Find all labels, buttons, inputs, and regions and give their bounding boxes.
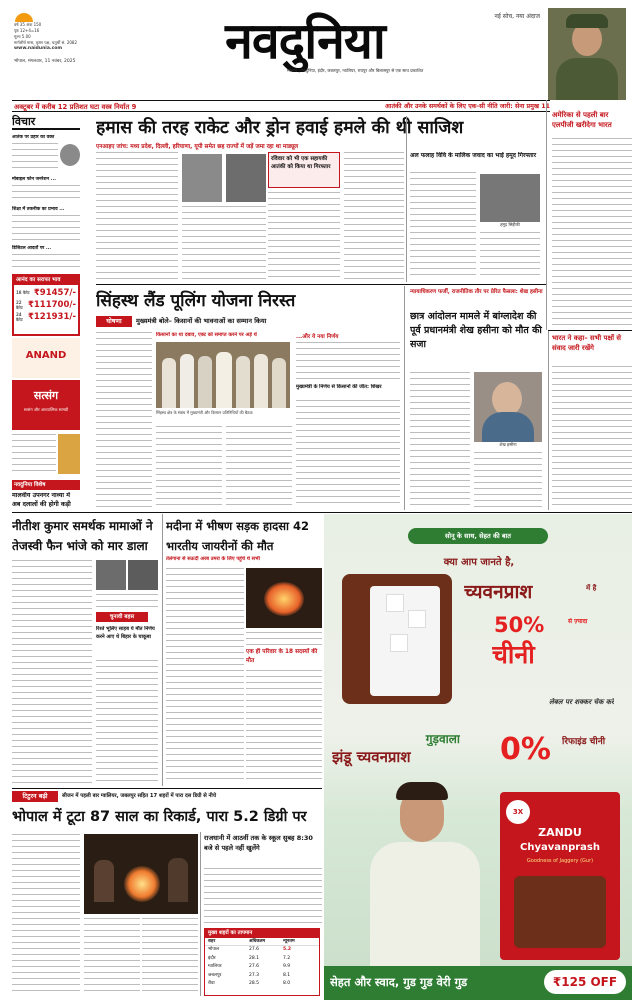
schools-headline[interactable]: राजधानी में आठवीं तक के स्कूल सुबह 8:30 बजे से पहले नहीं खुलेंगे	[204, 834, 313, 852]
temperature-table-title: मुख्य शहरों का तापमान	[205, 929, 319, 938]
tituran-badge: टिटुरन बढ़ी	[12, 791, 58, 802]
issue-date: भोपाल, मंगलवार, 11 नवंबर, 2025	[14, 59, 76, 64]
ticker-left[interactable]: अक्टूबर में करीब 12 प्रतिशत घटा वस्त्र निर्यात 9	[14, 103, 137, 111]
product-name: Chyavanprash	[519, 842, 601, 853]
section-rule	[12, 512, 632, 513]
rate-row-18k: 18 कैरेट ₹91457/-	[16, 288, 76, 298]
ad-footer	[324, 966, 632, 1000]
singhasth-headline[interactable]: सिंहस्थ लैंड पूलिंग योजना निरस्त	[96, 291, 296, 311]
column-rule	[404, 286, 405, 510]
ticker-right[interactable]: आतंकी और उनके समर्थकों के लिए एक-सी नीति जारी: सेना प्रमुख 11	[385, 103, 550, 110]
columnist-photo	[60, 144, 80, 166]
left-column	[12, 114, 80, 554]
section-rule	[96, 284, 546, 285]
table-row: रीवा 28.5 8.0	[208, 981, 291, 987]
army-chief-photo	[548, 8, 626, 100]
ad-se-zyada: से ज़्यादा	[568, 618, 588, 625]
lpg-headline[interactable]: अमेरिका से पहली बार एलपीजी खरीदेगा भारत	[552, 111, 612, 129]
gold-rate-box	[12, 274, 80, 336]
cm-farmers-photo	[156, 342, 290, 408]
section-rule	[548, 330, 632, 331]
table-row: जबलपुर 27.3 8.1	[208, 972, 291, 978]
tagline: नई सोच, नया अंदाज	[494, 13, 540, 20]
ad-gudwala: गुड़वाला	[425, 732, 460, 746]
bonfire-photo	[84, 834, 198, 914]
singhasth-sub1: किसानों का था दबाव, एक्ट को समाप्त करने पर अड़े थे	[156, 332, 257, 338]
accused-photo-1	[182, 154, 222, 202]
ticker-bar	[12, 100, 550, 112]
col2-headline[interactable]: अल फलाह विवि के मालिक जवाद का भाई हमूद गिरफ्तार	[410, 152, 537, 159]
zandu-brand: ZANDU	[538, 826, 582, 839]
vichar-heading: विचार	[12, 114, 80, 130]
singhasth-sub3: मुख्यमंत्री के निर्णय से किसानों की जीत: शिखर	[296, 384, 382, 390]
table-row: ग्वालियर 27.6 9.9	[208, 964, 291, 970]
chunavi-bahas-badge: चुनावी बहस	[96, 612, 148, 622]
ghoshna-badge: घोषणा	[96, 316, 132, 327]
sheikh-hasina-photo	[474, 372, 542, 442]
satsang-ad[interactable]: सत्संग सत्संग और आध्यात्मिक सामग्री	[12, 380, 80, 430]
hamood-caption: हमूद सिद्दीकी	[500, 222, 520, 227]
lead-text	[96, 152, 178, 280]
vichar-item[interactable]: आतंक पर प्रहार का वक्त	[12, 135, 55, 140]
temperature-table-header: शहर अधिकतम न्यूनतम	[205, 938, 319, 946]
ad-mein-word: में है	[586, 584, 597, 592]
zandu-chyavanprash-ad[interactable]	[324, 514, 632, 1000]
column-rule	[200, 832, 201, 996]
accused-photo-4	[128, 560, 158, 590]
rate-row-22k: 22 कैरेट ₹111700/-	[16, 299, 76, 310]
sugar-jar-image	[342, 574, 452, 704]
temperature-table	[204, 928, 320, 996]
bus-fire-photo	[246, 568, 322, 628]
newspaper-title: नवदुनिया	[225, 12, 385, 70]
product-sub: Goodness of Jaggery (Gur)	[526, 858, 594, 864]
family-deaths-box: एक ही परिवार के 18 सदस्यों की मौत	[246, 649, 318, 664]
madina-headline[interactable]: मदीना में भीषण सड़क हादसा 42 भारतीय जायरीनों की मौत	[166, 519, 309, 553]
brand-ambassador-image	[364, 782, 484, 966]
website-link[interactable]: www.naidunia.com	[14, 46, 63, 51]
bhopal-kicker: सीजन में पहली बार ग्वालियर, जबलपुर सहित 17 शहरों में पारा दस डिग्री से नीचे	[62, 793, 217, 799]
column-rule	[548, 330, 549, 510]
gold-rate-title: आनंद का सराफा भाव	[14, 276, 78, 285]
ad-jhandu-chyavanprash: झंडू च्यवनप्राश	[332, 748, 411, 766]
accused-photo-2	[226, 154, 266, 202]
ad-fifty-percent: 50%	[494, 613, 545, 637]
bangla-headline[interactable]: छात्र आंदोलन मामले में बांग्लादेश की पूर्व प्रधानमंत्री शेख हसीना को मौत की सजा	[410, 311, 542, 350]
ad-refined-cheeni: रिफाइंड चीनी	[562, 737, 606, 747]
ad-offer-badge[interactable]: ₹125 OFF	[544, 970, 626, 994]
vichar-item[interactable]: डिजिटल आदतों पर ...	[12, 246, 52, 251]
editions-line: भोपाल | नवदुनिया, इंदौर, जबलपुर, ग्वालियर, रायपुर और बिलासपुर से एक साथ प्रकाशित	[286, 68, 424, 73]
column-rule	[162, 514, 163, 786]
zandu-product-pack: 3X ZANDU Chyavanprash Goodness of Jaggery (Gur)	[500, 792, 620, 960]
table-row: भोपाल 27.6 5.2	[208, 947, 291, 952]
hasina-caption: शेख हसीना	[499, 442, 517, 447]
ad-chyavanprash-word: च्यवनप्राश	[464, 581, 533, 603]
ad-question: क्या आप जानते है,	[443, 557, 515, 568]
singhasth-sub2: ...और ये नया निर्णय	[296, 334, 339, 340]
nitish-sub: रिश्ते भूलिए साहब ये मौत निर्णय करने आए थे बिहार के चाकूबा	[96, 626, 155, 640]
masthead-meta: वर्ष 35 अंक 150 पृष्ठ 12+4=16 मूल्य 5.00 मार्गशीर्ष मास, कृष्ण पक्ष, चतुर्थी सं. 2082 www.naidunia.com	[14, 22, 124, 74]
column-rule	[406, 116, 407, 282]
bangla-kicker: न्यायाधिकरण फर्जी, राजनीतिक तौर पर प्रेरित फैसला: शेख हसीना	[410, 289, 543, 295]
madina-deck: तेलंगाना से सऊदी अरब उमरा के लिए पहुंचे थे सभी	[166, 556, 260, 562]
column-rule	[546, 100, 547, 330]
rate-row-24k: 24 कैरेट ₹121931/-	[16, 311, 76, 322]
vishesh-label: नवदुनिया विशेष	[12, 480, 80, 490]
hamood-photo	[480, 174, 540, 222]
ad-footer-slogan: सेहत और स्वाद, गुड गुड वेरी गुड	[330, 975, 468, 989]
bhopal-headline[interactable]: भोपाल में टूटा 87 साल का रिकार्ड, पारा 5.2 डिग्री पर	[12, 809, 307, 825]
ad-cheeni-word: चीनी	[492, 640, 535, 669]
ad-label-note: लेबल पर शक्कर चेक करें	[549, 698, 614, 706]
vichar-item[interactable]: शिक्षा में तकनीक का प्रभाव ...	[12, 207, 65, 212]
lead-byline: एनआइए जांच: मध्य प्रदेश, दिल्ली, हरियाणा, यूपी समेत छह राज्यों में जड़ें जमा रहा था माड्यूल	[96, 144, 299, 150]
singhasth-caption: सिंहस्थ क्षेत्र के संबंध में मुख्यमंत्री और किसान प्रतिनिधियों की बैठक	[156, 410, 253, 415]
ad-tagline: सोनू के साथ, सेहत की बात	[408, 528, 548, 544]
ad-zero-percent: 0%	[500, 732, 551, 767]
table-row: इंदौर 28.1 7.2	[208, 955, 291, 961]
nitish-headline[interactable]: नीतीश कुमार समर्थक मामाओं ने तेजस्वी फैन भांजे को मार डाला	[12, 519, 153, 553]
lead-headline[interactable]: हमास की तरह राकेट और ड्रोन हवाई हमले की थी साजिश	[96, 118, 464, 138]
india-reaction-headline[interactable]: भारत ने कहा– सभी पक्षों से संवाद जारी रखेंगे	[552, 334, 622, 352]
lead-highlight-box: रविवार को भी एक सहायकी आतंकी को किया था गिरफ्तार	[268, 152, 340, 188]
accused-photo-3	[96, 560, 126, 590]
vishesh-headline[interactable]: मालवीय उपनगर नाव्या में अब दलालों की होगी कड़ी	[12, 492, 71, 508]
singhasth-deck: मुख्यमंत्री बोले– किसानों की भावनाओं का सम्मान किया	[136, 317, 267, 325]
section-rule	[12, 788, 322, 789]
yoga-image	[58, 434, 80, 474]
vichar-item[interactable]: मोबाइल फोन जनरेशन ...	[12, 177, 56, 182]
anand-jewellers-ad[interactable]: ANAND	[12, 338, 80, 378]
